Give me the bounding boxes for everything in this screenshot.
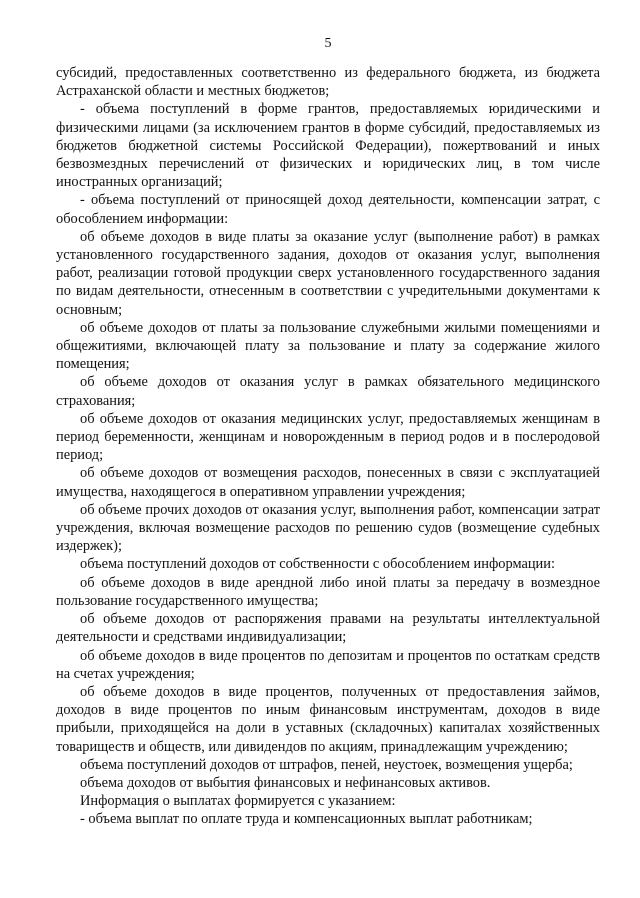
paragraph: субсидий, предоставленных соответственно из федерального бюджета, из бюджета Астраханской области и местных бюджетов;: [56, 65, 600, 100]
paragraph: об объеме доходов от оказания медицинских услуг, предоставляемых женщинам в период беременности, женщинам и новорожденным в период родов и в послеродовой период;: [56, 410, 600, 464]
paragraph: об объеме доходов в виде платы за оказание услуг (выполнение работ) в рамках установленного государственного задания, доходов от оказания услуг, выполнения работ, реализации готовой продукции сверх установленного государственного задания по видам деятельности, отнесенным в соответствии с учредительными документами к основным;: [56, 228, 600, 318]
page-number: 5: [324, 36, 332, 51]
paragraph: объема поступлений доходов от штрафов, пеней, неустоек, возмещения ущерба;: [80, 756, 573, 773]
paragraph: об объеме прочих доходов от оказания услуг, выполнения работ, компенсации затрат учреждения, включая возмещение расходов по решению судов (возмещение судебных издержек);: [56, 501, 600, 555]
document-body: [56, 64, 600, 829]
paragraph: - объема поступлений в форме грантов, предоставляемых юридическими и физическими лицами (за исключением грантов в форме субсидий, предоставляемых из бюджетов бюджетной системы Российской Федерации), пожертвований и иных безвозмездных перечислений от физических и юридических лиц, в том числе иностранных организаций;: [56, 101, 600, 191]
paragraph: объема поступлений доходов от собственности с обособлением информации:: [80, 556, 555, 573]
paragraph: об объеме доходов от распоряжения правами на результаты интеллектуальной деятельности и средствами индивидуализации;: [56, 611, 600, 646]
paragraph: - объема выплат по оплате труда и компенсационных выплат работникам;: [80, 811, 533, 828]
paragraph: об объеме доходов в виде процентов, полученных от предоставления займов, доходов в виде процентов по иным финансовым инструментам, доходов в виде прибыли, приходящейся на доли в уставных (складочных) капиталах хозяйственных товариществ и обществ, или дивидендов по акциям, принадлежащим учреждению;: [56, 683, 600, 755]
paragraph: об объеме доходов в виде процентов по депозитам и процентов по остаткам средств на счетах учреждения;: [56, 647, 600, 682]
paragraph: объема доходов от выбытия финансовых и нефинансовых активов.: [80, 774, 491, 791]
paragraph: Информация о выплатах формируется с указанием:: [80, 793, 396, 810]
paragraph: об объеме доходов от оказания услуг в рамках обязательного медицинского страхования;: [56, 374, 600, 409]
paragraph: об объеме доходов от платы за пользование служебными жилыми помещениями и общежитиями, включающей плату за пользование и плату за содержание жилого помещения;: [56, 319, 600, 373]
paragraph: об объеме доходов в виде арендной либо иной платы за передачу в возмездное пользование государственного имущества;: [56, 574, 600, 609]
paragraph: - объема поступлений от приносящей доход деятельности, компенсации затрат, с обособлением информации:: [56, 192, 600, 227]
paragraph: об объеме доходов от возмещения расходов, понесенных в связи с эксплуатацией имущества, находящегося в оперативном управлении учреждения;: [56, 465, 600, 500]
